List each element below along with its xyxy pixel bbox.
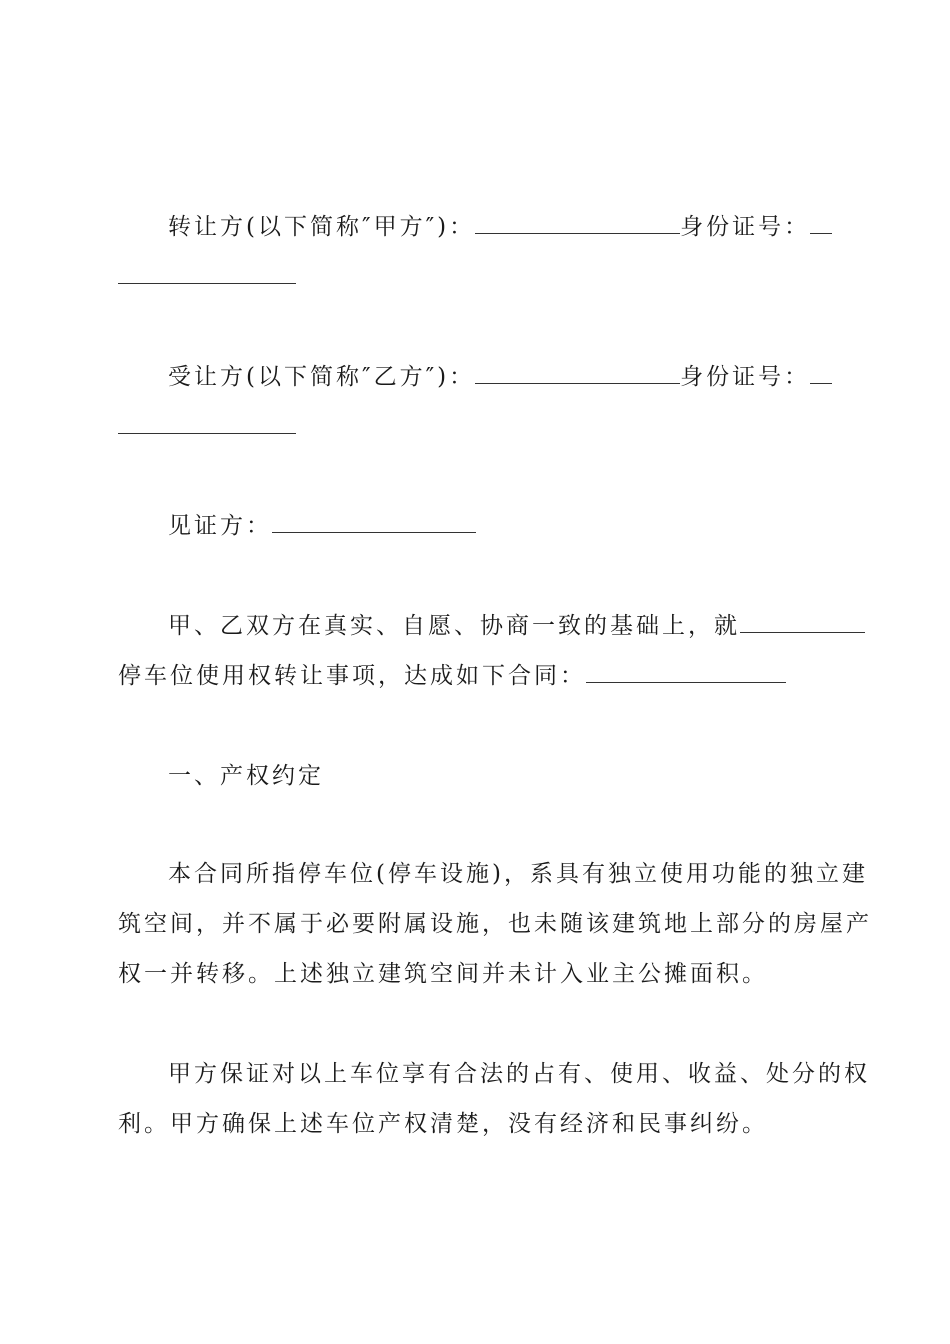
- transferor-name-blank[interactable]: [475, 213, 680, 234]
- para1-line-1: 本合同所指停车位(停车设施)，系具有独立使用功能的独立建: [168, 861, 868, 887]
- section-heading: [168, 761, 324, 791]
- preamble-text-2: 停车位使用权转让事项，达成如下合同：: [118, 663, 586, 689]
- paragraph-line: [118, 1109, 768, 1139]
- para2-line-1: 甲方保证对以上车位享有合法的占有、使用、收益、处分的权: [168, 1061, 870, 1087]
- transferee-line: [168, 362, 832, 392]
- transferor-id-blank-end[interactable]: [118, 263, 296, 284]
- transferor-label: 转让方(以下简称″甲方″)：: [168, 214, 476, 240]
- paragraph-line: [118, 959, 768, 989]
- transferee-id-blank-end[interactable]: [118, 413, 296, 434]
- witness-blank[interactable]: [272, 512, 476, 533]
- para1-line-3: 权一并转移。上述独立建筑空间并未计入业主公摊面积。: [118, 961, 768, 987]
- preamble-text-1: 甲、乙双方在真实、自愿、协商一致的基础上，就: [168, 613, 740, 639]
- transferor-id-continuation: [118, 262, 296, 292]
- transferor-line: [168, 212, 832, 242]
- transferee-label: 受让方(以下简称″乙方″)：: [168, 364, 476, 390]
- witness-label: 见证方：: [168, 513, 272, 539]
- witness-line: [168, 511, 476, 541]
- paragraph-line: [168, 859, 868, 889]
- transferee-name-blank[interactable]: [475, 363, 680, 384]
- transferee-id-label: 身份证号：: [680, 364, 811, 390]
- contract-blank[interactable]: [586, 662, 786, 683]
- paragraph-line: [118, 909, 872, 939]
- para2-line-2: 利。甲方确保上述车位产权清楚，没有经济和民事纠纷。: [118, 1111, 768, 1137]
- transferor-id-blank-start[interactable]: [810, 213, 832, 234]
- transferee-id-continuation: [118, 412, 296, 442]
- para1-line-2: 筑空间，并不属于必要附属设施，也未随该建筑地上部分的房屋产: [118, 911, 872, 937]
- parking-location-blank[interactable]: [740, 612, 865, 633]
- transferee-id-blank-start[interactable]: [810, 363, 832, 384]
- preamble-line-2: [118, 661, 786, 691]
- preamble-line-1: [168, 611, 865, 641]
- section-1-heading: 一、产权约定: [168, 763, 324, 789]
- transferor-id-label: 身份证号：: [680, 214, 811, 240]
- paragraph-line: [168, 1059, 870, 1089]
